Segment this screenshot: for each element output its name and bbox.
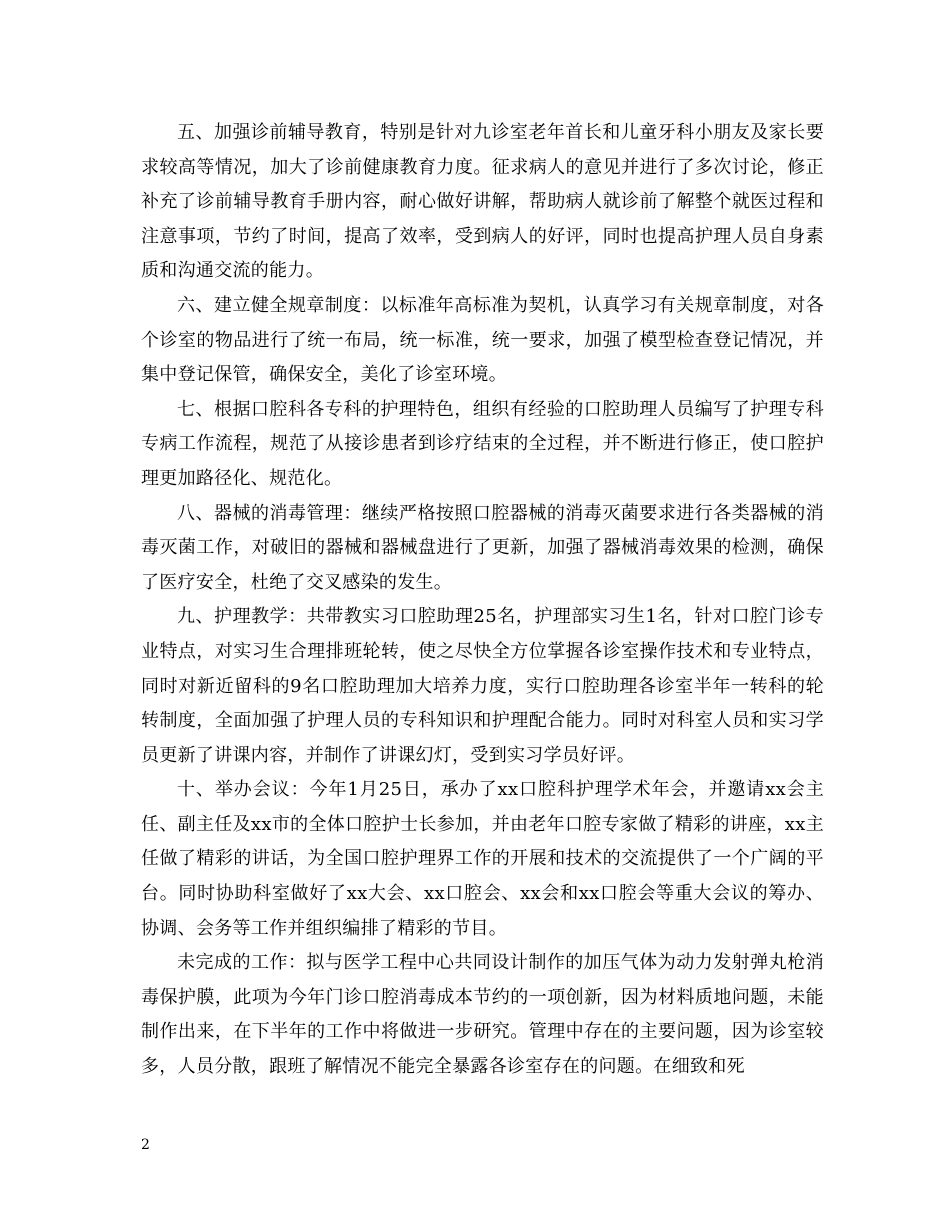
paragraph-9-teaching: 九、护理教学：共带教实习口腔助理25名，护理部实习生1名，针对口腔门诊专业特点，对实习生合理排班轮转，使之尽快全方位掌握各诊室操作技术和专业特点，同时对新近留科的9名口腔助理加大培养力度，实行口腔助理各诊室半年一转科的轮转制度，全面加强了护理人员的专科知识和护理配合能力。同时对科室人员和实习学员更新了讲课内容，并制作了讲课幻灯，受到实习学员好评。 xyxy=(141,606,824,766)
paragraph-10-conference: 十、举办会议：今年1月25日，承办了xx口腔科护理学术年会，并邀请xx会主任、副主任及xx市的全体口腔护士长参加，并由老年口腔专家做了精彩的讲座，xx主任做了精彩的讲话，为全国口腔护理界工作的开展和技术的交流提供了一个广阔的平台。同时协助科室做好了xx大会、xx口腔会、xx会和xx口腔会等重大会议的筹办、协调、会务等工作并组织编排了精彩的节目。 xyxy=(141,779,824,939)
body-text xyxy=(141,116,824,1085)
paragraph-unfinished-work: 未完成的工作：拟与医学工程中心共同设计制作的加压气体为动力发射弹丸枪消毒保护膜，此项为今年门诊口腔消毒成本节约的一项创新，因为材料质地问题，未能制作出来，在下半年的工作中将做进一步研究。管理中存在的主要问题，因为诊室较多，人员分散，跟班了解情况不能完全暴露各诊室存在的问题。在细致和死 xyxy=(141,952,824,1078)
paragraph-7-workflow: 七、根据口腔科各专科的护理特色，组织有经验的口腔助理人员编写了护理专科专病工作流程，规范了从接诊患者到诊疗结束的全过程，并不断进行修正，使口腔护理更加路径化、规范化。 xyxy=(141,398,824,489)
paragraph-8-disinfection: 八、器械的消毒管理：继续严格按照口腔器械的消毒灭菌要求进行各类器械的消毒灭菌工作，对破旧的器械和器械盘进行了更新，加强了器械消毒效果的检测，确保了医疗安全，杜绝了交叉感染的发生。 xyxy=(141,502,824,593)
paragraph-5-patient-education: 五、加强诊前辅导教育，特别是针对九诊室老年首长和儿童牙科小朋友及家长要求较高等情况，加大了诊前健康教育力度。征求病人的意见并进行了多次讨论，修正补充了诊前辅导教育手册内容，耐心做好讲解，帮助病人就诊前了解整个就医过程和注意事项，节约了时间，提高了效率，受到病人的好评，同时也提高护理人员自身素质和沟通交流的能力。 xyxy=(141,122,824,282)
page-number: 2 xyxy=(141,1137,150,1153)
paragraph-6-rules-system: 六、建立健全规章制度：以标准年高标准为契机，认真学习有关规章制度，对各个诊室的物品进行了统一布局，统一标准，统一要求，加强了模型检查登记情况，并集中登记保管，确保安全，美化了诊室环境。 xyxy=(141,294,824,386)
